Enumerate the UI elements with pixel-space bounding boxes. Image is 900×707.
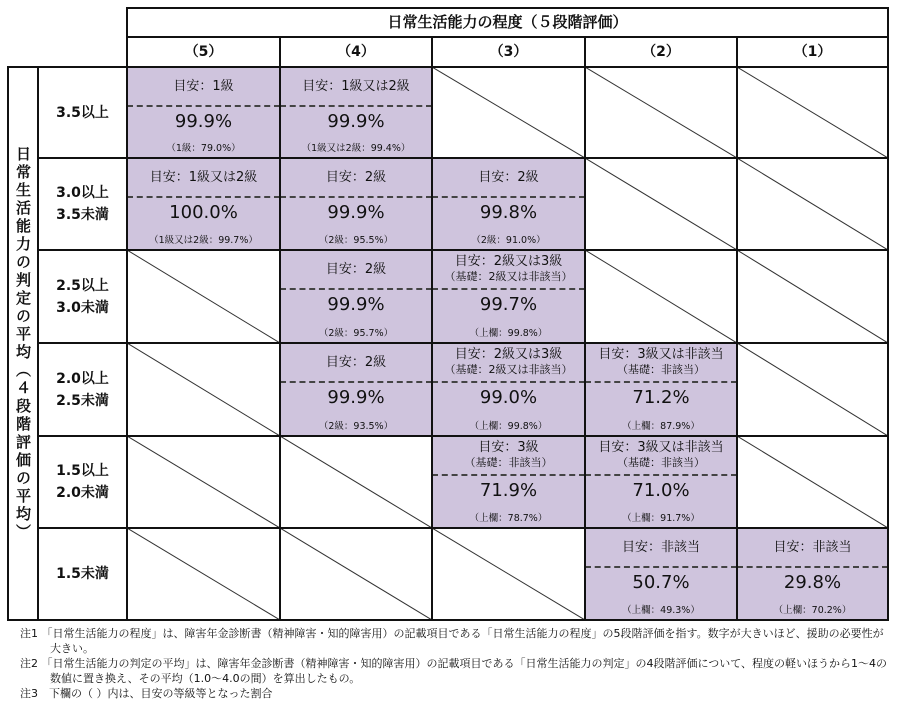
guideline-label [585,436,737,476]
grade-cell [280,158,432,250]
grade-cell [432,436,585,528]
empty-cell [737,343,888,436]
grid-line [127,36,889,38]
grid-line [38,435,889,437]
diagonal-line [737,158,888,250]
notes [20,626,890,701]
diagonal-line [585,67,737,158]
percentage-value: 99.9% [327,387,385,408]
diagonal-line [127,343,280,436]
empty-cell [585,67,737,158]
percentage-value: 100.0% [169,202,238,223]
guideline-label [432,343,585,383]
guideline-text: 目安：2級又は3級 [454,347,563,362]
row-header-line: 3.5以上 [56,104,109,121]
grade-cell [280,343,432,436]
grid-line [38,157,889,159]
guideline-text: 目安：2級 [325,261,387,277]
breakdown-text: （上欄：70.2%） [773,605,852,616]
breakdown-text: （2級：91.0%） [471,235,546,246]
grid-line [38,342,889,344]
empty-cell [737,67,888,158]
diagonal-line [127,250,280,343]
guideline-text: 目安：1級又は2級 [302,78,410,94]
breakdown-text: （1級又は2級：99.4%） [301,143,411,154]
guideline-text: 目安：3級又は非該当 [598,347,724,362]
percentage-value: 99.9% [327,202,385,223]
empty-cell [432,67,585,158]
empty-cell [585,250,737,343]
empty-cell [127,250,280,343]
empty-cell [127,343,280,436]
breakdown-text: （上欄：78.7%） [469,513,548,524]
guideline-label [585,528,737,568]
grid-line [126,7,128,621]
grade-cell [127,67,280,158]
row-header-line: 2.5未満 [56,392,109,409]
guideline-text: 目安：2級 [325,169,387,185]
guideline-text: 目安：非該当 [773,539,852,555]
row-header-line: 1.5未満 [56,566,109,582]
grid-line [736,36,738,621]
grade-cell [737,528,888,620]
grade-cell [432,343,585,436]
row-header-line: 2.5以上 [56,277,109,294]
grade-cell [280,67,432,158]
column-header: （1） [793,44,832,60]
percentage-value: 29.8% [783,572,842,593]
basis-text: （基礎：非該当） [617,456,705,469]
guideline-text: 目安：非該当 [621,539,700,555]
grid-line [887,7,889,621]
empty-cell [280,436,432,528]
empty-cell [127,528,280,620]
empty-cell [127,436,280,528]
diagonal-line [127,528,280,620]
guideline-label [280,158,432,198]
diagonal-line [737,250,888,343]
grid-line [279,36,281,621]
empty-cell [737,436,888,528]
breakdown-text: （上欄：87.9%） [622,421,700,432]
row-header [38,250,127,343]
row-header-line: 1.5以上 [56,463,109,479]
grade-cell [432,158,585,250]
diagonal-line [737,436,888,528]
breakdown-text: （2級：95.7%） [318,328,394,339]
note-1: 注1 「日常生活能力の程度」は、障害年金診断書（精神障害・知的障害用）の記載項目である「日常生活能力の程度」の5段階評価を指す。数字が大きいほど、援助の必要性が大きい。 [20,627,884,655]
breakdown-text: （2級：95.5%） [318,235,394,246]
row-header [38,528,127,620]
row-header [38,67,127,158]
diagonal-line [585,250,737,343]
note-3: 注3 下欄の（ ）内は、目安の等級等となった割合 [20,687,273,700]
percentage-value: 71.9% [479,480,538,501]
basis-text: （基礎：2級又は非該当） [444,363,573,376]
grid-line [37,66,39,621]
percentage-value: 71.2% [632,387,690,408]
grid-line [431,36,433,621]
guideline-label [737,528,888,568]
row-header-line: 2.0以上 [56,370,109,387]
diagonal-line [280,436,432,528]
grid-line [127,7,889,9]
grid-line [7,619,889,621]
diagonal-line [737,343,888,436]
guideline-text: 目安：2級 [478,169,539,185]
empty-cell [280,528,432,620]
row-header-line: 3.0未満 [56,299,109,316]
grid-line [38,527,889,529]
row-header-line: 2.0未満 [56,485,109,501]
grid-line [38,249,889,251]
percentage-value: 99.9% [174,111,233,132]
breakdown-text: （2級：93.5%） [318,421,394,432]
grid-line [584,36,586,621]
diagonal-line [432,67,585,158]
percentage-value: 99.0% [479,387,538,408]
column-header: （3） [489,44,528,60]
note-2: 注2 「日常生活能力の判定の平均」は、障害年金診断書（精神障害・知的障害用）の記載項目である「日常生活能力の判定」の4段階評価について、程度の軽いほうから1～4の数値に置き換え、その平均（1.0～4.0の間）を算出したもの。 [20,657,888,685]
breakdown-text: （上欄：91.7%） [622,513,700,524]
guideline-label [280,343,432,383]
row-header [38,343,127,436]
guideline-label [432,436,585,476]
guideline-label [127,158,280,198]
diagonal-line [127,436,280,528]
row-header [38,436,127,528]
grid-line [7,66,889,68]
breakdown-text: （上欄：99.8%） [469,328,548,339]
guideline-text: 目安：1級又は2級 [149,169,258,185]
grade-cell [280,250,432,343]
grade-cell [585,343,737,436]
diagonal-line [432,528,585,620]
percentage-value: 71.0% [632,480,690,501]
grade-cell [127,158,280,250]
guideline-text: 目安：1級 [173,78,234,94]
basis-text: （基礎：2級又は非該当） [444,270,573,283]
empty-cell [737,158,888,250]
percentage-value: 99.8% [479,202,538,223]
grid-line [7,66,9,621]
diagonal-line [280,528,432,620]
row-header-line: 3.0以上 [56,185,109,201]
guideline-text: 目安：2級又は3級 [454,254,563,269]
breakdown-text: （1級：79.0%） [166,143,241,154]
row-axis-label: 日常生活能力の判定の平均（４段階評価の平均） [14,145,32,542]
guideline-text: 目安：3級 [478,440,539,455]
percentage-value: 50.7% [632,572,690,593]
column-header: （4） [337,44,375,60]
column-header: （2） [642,44,680,60]
guideline-label [432,250,585,290]
percentage-value: 99.9% [327,294,385,315]
breakdown-text: （上欄：99.8%） [469,421,548,432]
row-header [38,158,127,250]
grade-cell [585,528,737,620]
guideline-label [280,250,432,290]
empty-cell [737,250,888,343]
guideline-text: 目安：3級又は非該当 [598,440,724,455]
percentage-value: 99.9% [327,111,385,132]
breakdown-text: （上欄：49.3%） [622,605,700,616]
basis-text: （基礎：非該当） [617,363,705,376]
grade-cell [432,250,585,343]
empty-cell [432,528,585,620]
column-header: （5） [184,44,223,60]
table-title: 日常生活能力の程度（５段階評価） [387,13,628,31]
row-header-line: 3.5未満 [56,207,109,223]
percentage-value: 99.7% [479,294,538,315]
guideline-label [585,343,737,383]
guideline-label [280,67,432,107]
empty-cell [585,158,737,250]
breakdown-text: （1級又は2級：99.7%） [149,235,258,246]
diagonal-line [737,67,888,158]
basis-text: （基礎：非該当） [464,456,553,469]
guideline-text: 目安：2級 [325,354,387,370]
guideline-label [432,158,585,198]
diagonal-line [585,158,737,250]
grade-cell [585,436,737,528]
guideline-label [127,67,280,107]
